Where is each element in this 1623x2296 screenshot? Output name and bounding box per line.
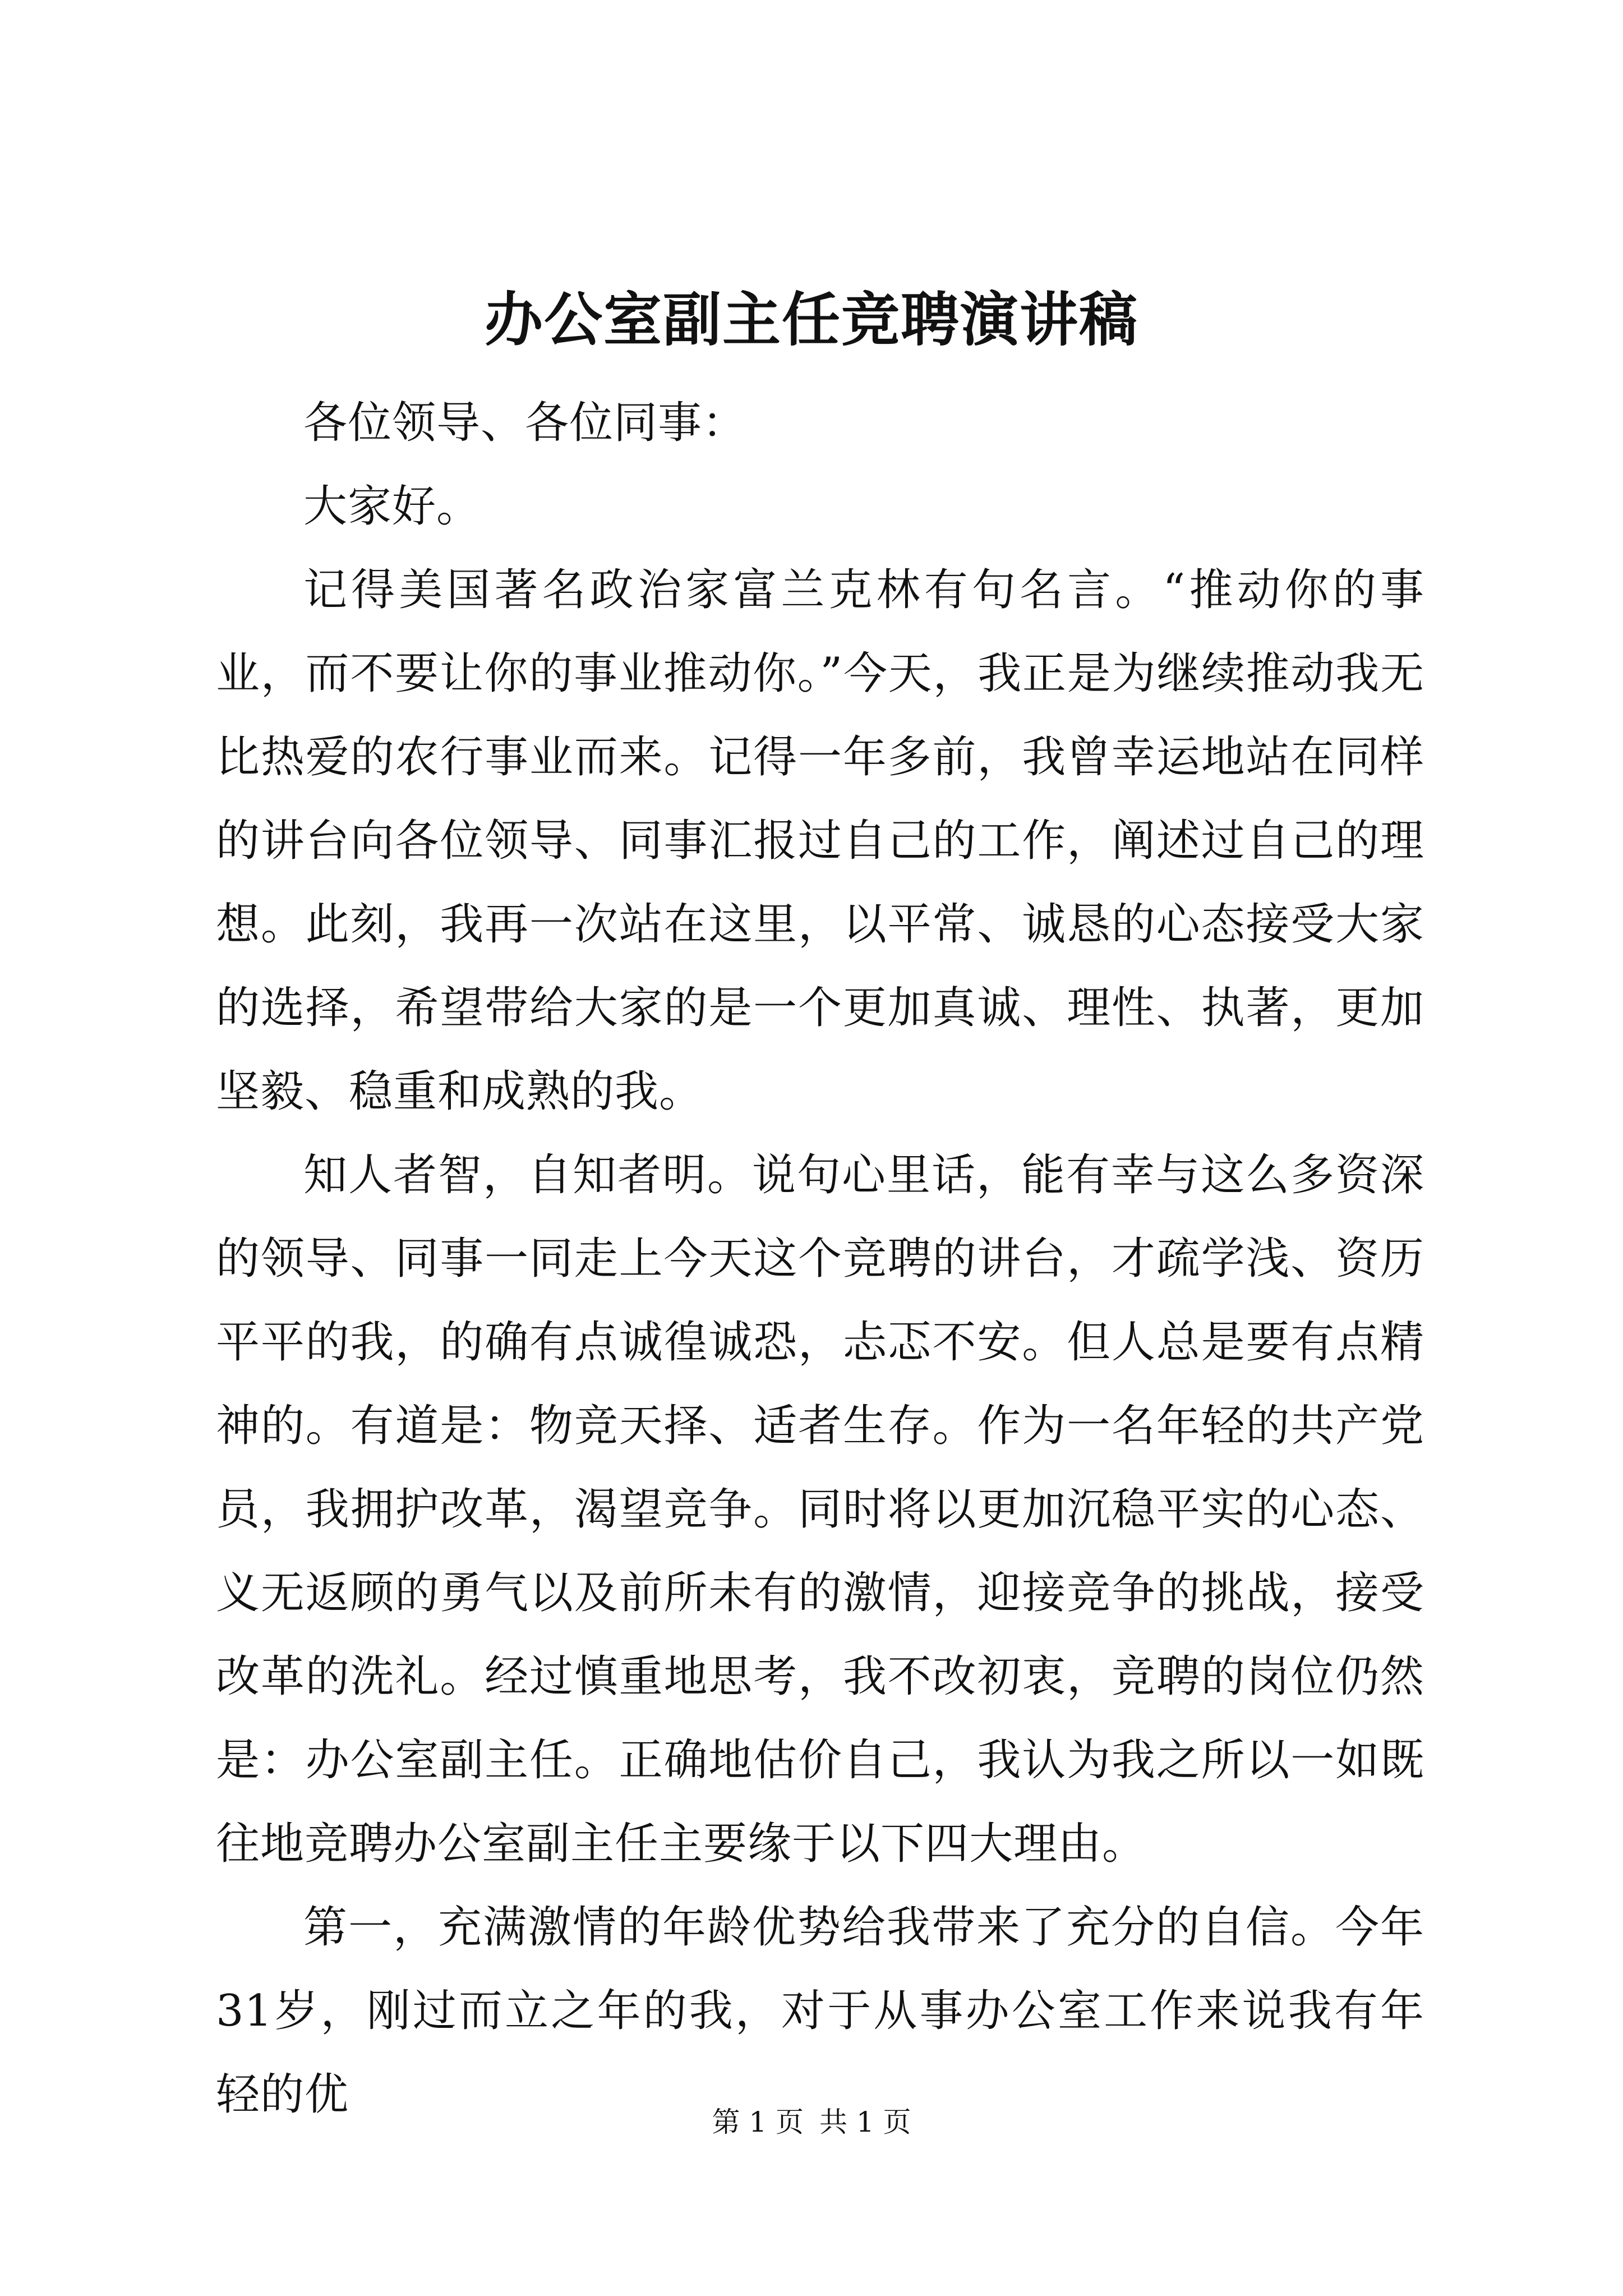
page-count: 共 1 页: [819, 2106, 911, 2138]
salutation: 各位领导、各位同事：: [303, 398, 747, 448]
document-body: [216, 381, 1424, 2137]
page-footer: [0, 2102, 1623, 2142]
body-paragraph: 第一，充满激情的年龄优势给我带来了充分的自信。今年31岁，刚过而立之年的我，对于从事办公室工作来说我有年轻的优: [216, 1902, 1424, 2120]
body-paragraph: 记得美国著名政治家富兰克林有句名言。“推动你的事业，而不要让你的事业推动你。”今天，我正是为继续推动我无比热爱的农行事业而来。记得一年多前，我曾幸运地站在同样的讲台向各位领导、同事汇报过自己的工作，阐述过自己的理想。此刻，我再一次站在这里，以平常、诚恳的心态接受大家的选择，希望带给大家的是一个更加真诚、理性、执著，更加坚毅、稳重和成熟的我。: [216, 565, 1424, 1117]
document-title: 办公室副主任竞聘演讲稿: [484, 285, 1138, 354]
page-number: 第 1 页: [712, 2106, 804, 2138]
greeting: 大家好。: [303, 481, 481, 532]
body-paragraph: 知人者智，自知者明。说句心里话，能有幸与这么多资深的领导、同事一同走上今天这个竞聘的讲台，才疏学浅、资历平平的我，的确有点诚徨诚恐，忐忑不安。但人总是要有点精神的。有道是：物竞天择、适者生存。作为一名年轻的共产党员，我拥护改革，渴望竞争。同时将以更加沉稳平实的心态、义无返顾的勇气以及前所未有的激情，迎接竞争的挑战，接受改革的洗礼。经过慎重地思考，我不改初衷，竞聘的岗位仍然是：办公室副主任。正确地估价自己，我认为我之所以一如既往地竞聘办公室副主任主要缘于以下四大理由。: [216, 1150, 1424, 1869]
